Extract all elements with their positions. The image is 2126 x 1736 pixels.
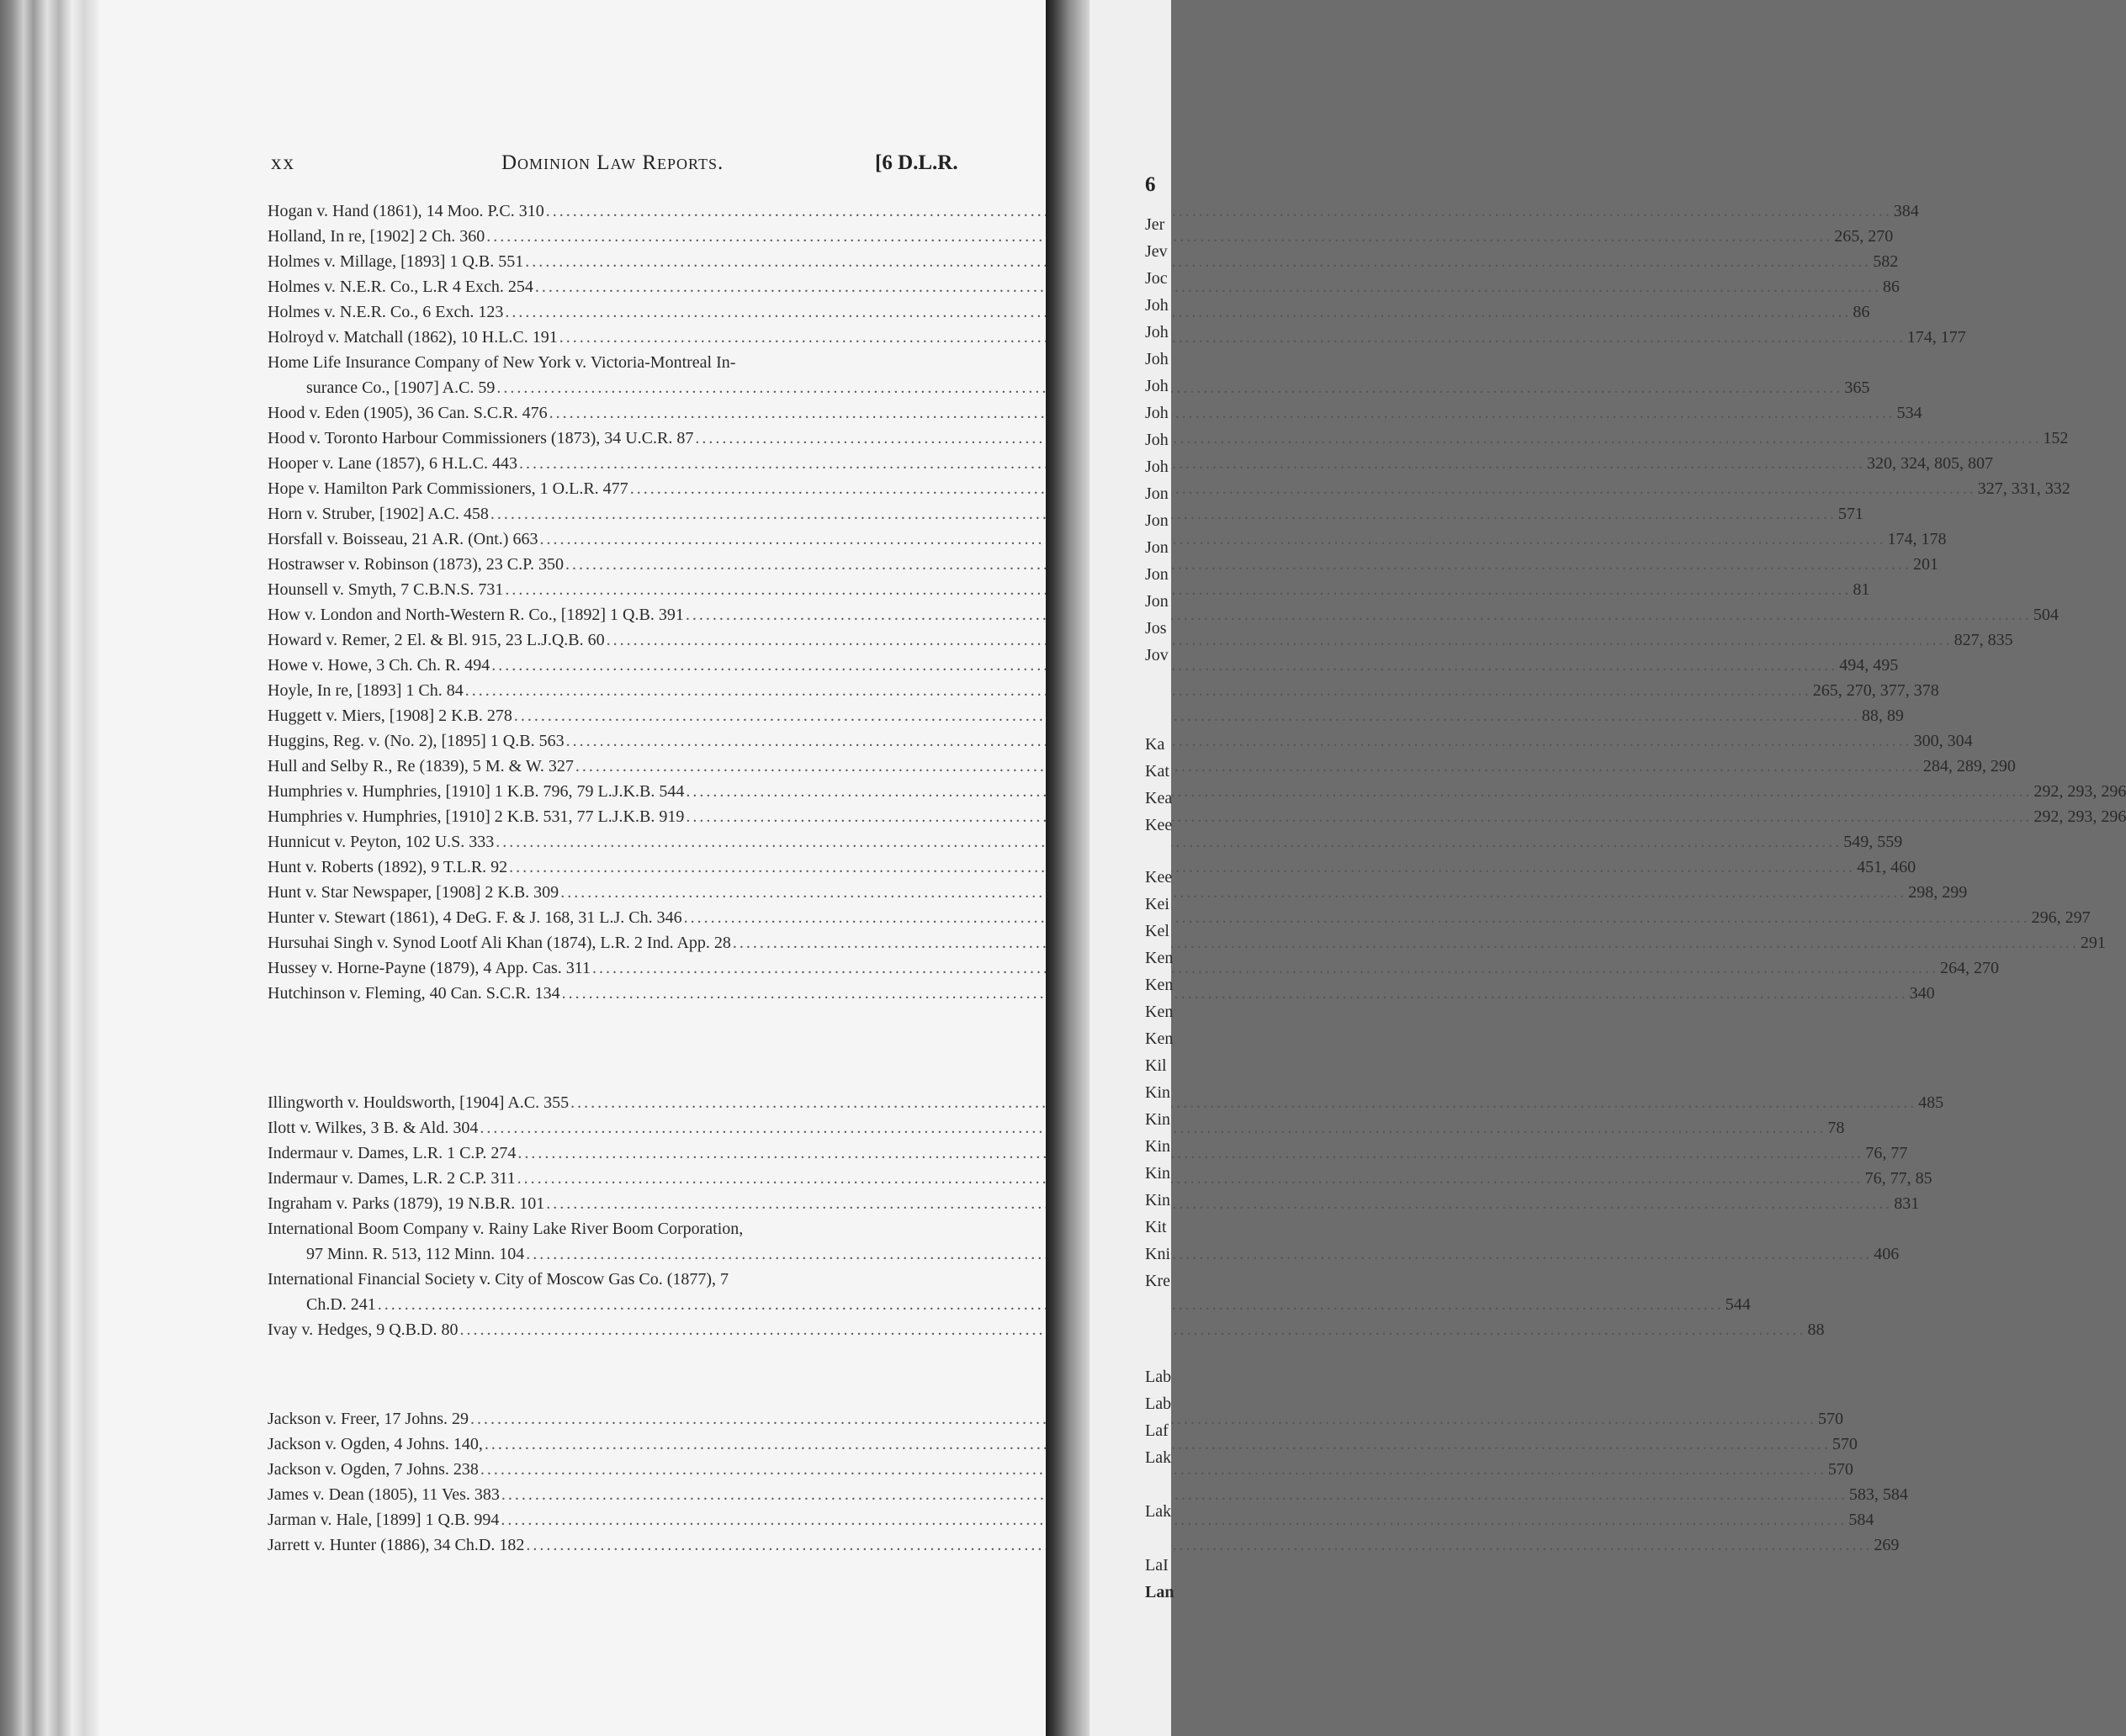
entry-text: Indermaur v. Dames, L.R. 2 C.P. 311 [268, 1169, 516, 1188]
entry-text: Home Life Insurance Company of New York v. Victoria-Montreal In- [268, 353, 736, 372]
page-refs: 269 [1874, 1536, 1900, 1554]
page-refs: 544 [1725, 1295, 1751, 1314]
dot-leader [630, 476, 1976, 501]
page-refs: 485 [1918, 1093, 1944, 1112]
cut-off-entry: Jon [1145, 538, 1169, 557]
cut-off-entry: Joh [1145, 350, 1169, 368]
right-page [1090, 0, 1174, 1736]
cut-off-entry: Joh [1145, 404, 1169, 422]
cut-off-entry: Jon [1145, 484, 1169, 503]
page-refs: 174, 177 [1906, 328, 1966, 347]
dot-leader [501, 1507, 1847, 1532]
entry-text: Huggins, Reg. v. (No. 2), [1895] 1 Q.B. 563 [268, 732, 565, 750]
dot-leader [607, 627, 1953, 653]
cut-off-entry: Kin [1145, 1137, 1170, 1156]
entry-text: Holland, In re, [1902] 2 Ch. 360 [268, 227, 485, 246]
entry-continuation: Ch.D. 241 [306, 1295, 376, 1314]
page-refs: 76, 77, 85 [1864, 1169, 1932, 1188]
entry-text: Hooper v. Lane (1857), 6 H.L.C. 443 [268, 454, 517, 473]
cut-off-entry: Joh [1145, 458, 1169, 476]
dot-leader [546, 198, 1892, 224]
entry-text: Holmes v. N.E.R. Co., 6 Exch. 123 [268, 303, 504, 321]
page-refs: 86 [1882, 278, 1900, 296]
book-spine-edge [0, 0, 99, 1736]
entry-text: Humphries v. Humphries, [1910] 1 K.B. 796, 79 L.J.K.B. 544 [268, 782, 685, 801]
page-refs: 320, 324, 805, 807 [1866, 454, 1993, 473]
index-entry [268, 703, 1904, 728]
dot-leader [566, 728, 1912, 754]
dot-leader [733, 930, 2079, 955]
page-refs: 264, 270 [1940, 959, 2000, 977]
cut-off-entry: Joh [1145, 323, 1169, 341]
entry-text: Hope v. Hamilton Park Commissioners, 1 O.L.R. 477 [268, 479, 628, 498]
dot-leader [535, 274, 1881, 299]
cut-off-entry: Kei [1145, 895, 1169, 913]
cut-off-entry: Ken [1145, 1029, 1174, 1048]
running-title: Dominion Law Reports. [501, 151, 724, 174]
page-refs: 284, 289, 290 [1922, 757, 2016, 775]
dot-leader [686, 779, 2032, 804]
page-refs: 340 [1909, 984, 1935, 1003]
page-refs: 406 [1874, 1245, 1900, 1263]
entry-text: Hussey v. Horne-Payne (1879), 4 App. Cas. 311 [268, 959, 591, 977]
entry-text: Hunter v. Stewart (1861), 4 DeG. F. & J. 168, 31 L.J. Ch. 346 [268, 908, 682, 927]
entry-text: Ingraham v. Parks (1879), 19 N.B.R. 101 [268, 1194, 545, 1213]
page-refs: 292, 293, 296 [2033, 782, 2126, 801]
page-refs: 298, 299 [1908, 883, 1968, 902]
page-refs: 174, 178 [1887, 530, 1947, 548]
dot-leader [526, 1532, 1872, 1558]
dot-leader [575, 754, 1922, 779]
page-refs: 831 [1894, 1194, 1920, 1213]
cut-off-entry: Kin [1145, 1191, 1170, 1209]
cut-off-entry: Kee [1145, 868, 1173, 887]
cut-off-entry: Lab [1145, 1368, 1172, 1386]
page-refs: 570 [1832, 1435, 1858, 1453]
index-entry [268, 198, 1919, 224]
page-refs: 584 [1848, 1511, 1874, 1529]
cut-off-entry: Laf [1145, 1421, 1169, 1440]
entry-continuation: 97 Minn. R. 513, 112 Minn. 104 [306, 1245, 525, 1263]
entry-text: Holmes v. N.E.R. Co., L.R 4 Exch. 254 [268, 278, 533, 296]
cut-off-entry: Lan [1145, 1583, 1174, 1601]
page-refs: 81 [1853, 580, 1870, 599]
cut-off-entry: Lab [1145, 1395, 1172, 1413]
entry-text: Illingworth v. Houldsworth, [1904] A.C. 355 [268, 1093, 570, 1112]
cut-off-entry: Jon [1145, 565, 1169, 584]
cut-off-entry: Kel [1145, 922, 1169, 940]
page-refs: 827, 835 [1954, 631, 2013, 649]
cut-off-entry: Joc [1145, 269, 1168, 288]
dot-leader [686, 602, 2032, 627]
page-refs: 583, 584 [1848, 1485, 1908, 1504]
entry-text: Jackson v. Ogden, 4 Johns. 140, [268, 1435, 483, 1453]
entry-text: Howard v. Remer, 2 El. & Bl. 915, 23 L.J.Q.B. 60 [268, 631, 605, 649]
entry-text: Jackson v. Freer, 17 Johns. 29 [268, 1410, 469, 1428]
page-refs: 76, 77 [1865, 1144, 1908, 1162]
dot-leader [525, 249, 1871, 274]
page-refs: 265, 270, 377, 378 [1812, 681, 1939, 700]
entry-text: Hostrawser v. Robinson (1873), 23 C.P. 350 [268, 555, 565, 574]
page-refs: 504 [2033, 606, 2059, 624]
cut-off-entry: Lak [1145, 1448, 1172, 1467]
cut-off-entry: Jev [1145, 242, 1168, 261]
cut-off-entry: Ken [1145, 1003, 1174, 1021]
dot-leader [505, 577, 1851, 602]
cut-off-entry: LaI [1145, 1556, 1169, 1575]
page-refs: 86 [1853, 303, 1870, 321]
dot-leader [559, 325, 1906, 350]
entry-text: Hoyle, In re, [1893] 1 Ch. 84 [268, 681, 464, 700]
cut-off-entry: Kre [1145, 1272, 1170, 1290]
dot-leader [509, 855, 1855, 880]
page-refs: 384 [1893, 202, 1919, 220]
dot-leader [539, 527, 1885, 552]
entry-text: Hood v. Toronto Harbour Commissioners (1873), 34 U.C.R. 87 [268, 429, 694, 447]
entry-text: Jarman v. Hale, [1899] 1 Q.B. 994 [268, 1511, 500, 1529]
dot-leader [505, 299, 1851, 325]
page-refs: 494, 495 [1839, 656, 1899, 675]
cut-off-entry: Jon [1145, 592, 1169, 611]
index-entry [268, 1482, 1908, 1507]
entry-text: International Boom Company v. Rainy Lake River Boom Corporation, [268, 1220, 744, 1238]
page-refs: 296, 297 [2031, 908, 2091, 927]
page-refs: 327, 331, 332 [1977, 479, 2070, 498]
page-refs: 571 [1837, 505, 1864, 523]
dot-leader [517, 1141, 1864, 1166]
cut-off-entry: Joh [1145, 377, 1169, 395]
entry-text: International Financial Society v. City of Moscow Gas Co. (1877), 7 [268, 1270, 729, 1289]
entry-text: Hunnicut v. Peyton, 102 U.S. 333 [268, 833, 495, 851]
entry-text: Hood v. Eden (1905), 36 Can. S.C.R. 476 [268, 404, 548, 422]
entry-text: Howe v. Howe, 3 Ch. Ch. R. 494 [268, 656, 490, 675]
page-refs: 300, 304 [1913, 732, 1973, 750]
page-refs: 570 [1827, 1460, 1853, 1479]
page-refs: 265, 270 [1834, 227, 1894, 246]
page-number: xx [271, 151, 295, 174]
dot-leader [519, 451, 1865, 476]
cut-off-entry: Kee [1145, 816, 1173, 834]
cut-off-entry: Ken [1145, 949, 1174, 967]
entry-text: Hunt v. Roberts (1892), 9 T.L.R. 92 [268, 858, 508, 876]
index-entry [268, 1317, 1825, 1342]
page-refs: 534 [1896, 404, 1922, 422]
index-entry [268, 678, 1939, 703]
entry-text: Ivay v. Hedges, 9 Q.B.D. 80 [268, 1321, 459, 1339]
dot-leader [517, 1166, 1864, 1191]
entry-text: Humphries v. Humphries, [1910] 2 K.B. 531, 77 L.J.K.B. 919 [268, 807, 685, 826]
entry-continuation: surance Co., [1907] A.C. 59 [306, 378, 496, 397]
entry-text: Hutchinson v. Fleming, 40 Can. S.C.R. 134 [268, 984, 560, 1003]
index-entry [268, 829, 1903, 855]
cut-off-entry: Lak [1145, 1502, 1172, 1521]
page-refs: 88, 89 [1861, 707, 1904, 725]
cut-off-entry: Ka [1145, 735, 1165, 754]
index-entry [268, 1532, 1900, 1558]
index-entry [268, 905, 2091, 930]
dot-leader [565, 552, 1911, 577]
index-entry [268, 602, 2059, 627]
page-refs: 152 [2043, 429, 2069, 447]
cut-off-entry: Kat [1145, 762, 1169, 781]
cut-off-entry: Kil [1145, 1056, 1167, 1075]
volume-reference: [6 D.L.R. [875, 151, 958, 174]
entry-text: Jarrett v. Hunter (1886), 34 Ch.D. 182 [268, 1536, 525, 1554]
page-refs: 365 [1844, 378, 1870, 397]
cut-off-entry: Kea [1145, 789, 1173, 807]
dot-leader [592, 955, 1938, 981]
cut-off-entry: Kin [1145, 1164, 1170, 1183]
entry-text: Holmes v. Millage, [1893] 1 Q.B. 551 [268, 252, 524, 271]
cut-off-entry: Joh [1145, 431, 1169, 449]
dot-leader [686, 804, 2032, 829]
dot-leader [501, 1482, 1848, 1507]
dot-leader [562, 981, 1908, 1006]
index-entry [268, 1432, 1858, 1457]
entry-text: Hogan v. Hand (1861), 14 Moo. P.C. 310 [268, 202, 544, 220]
cut-off-entry: Ken [1145, 976, 1174, 994]
dot-leader [560, 880, 1906, 905]
entry-text: Indermaur v. Dames, L.R. 1 C.P. 274 [268, 1144, 517, 1162]
page-refs: 292, 293, 296 [2033, 807, 2126, 826]
page-refs: 88 [1807, 1321, 1825, 1339]
dot-leader [546, 1191, 1892, 1216]
cut-off-entry: Jer [1145, 215, 1165, 234]
page-refs: 451, 460 [1857, 858, 1917, 876]
entry-text: Horn v. Struber, [1902] A.C. 458 [268, 505, 489, 523]
cut-off-entry: Jon [1145, 511, 1169, 530]
page-refs: 78 [1827, 1119, 1845, 1137]
entry-text: Horsfall v. Boisseau, 21 A.R. (Ont.) 663 [268, 530, 538, 548]
dot-leader [684, 905, 2030, 930]
entry-text: Hursuhai Singh v. Synod Lootf Ali Khan (1874), L.R. 2 Ind. App. 28 [268, 934, 731, 952]
cut-off-entry: Joh [1145, 296, 1169, 315]
entry-text: Hull and Selby R., Re (1839), 5 M. & W. 327 [268, 757, 574, 775]
page-refs: 582 [1873, 252, 1899, 271]
dot-leader [695, 426, 2041, 451]
page-gutter-shadow [1046, 0, 1090, 1736]
dot-leader [526, 1241, 1872, 1267]
page-refs: 570 [1817, 1410, 1843, 1428]
entry-text: Hunt v. Star Newspaper, [1908] 2 K.B. 309 [268, 883, 559, 902]
cut-off-entry: Kin [1145, 1083, 1170, 1102]
entry-text: How v. London and North-Western R. Co., [1892] 1 Q.B. 391 [268, 606, 684, 624]
entry-text: Holroyd v. Matchall (1862), 10 H.L.C. 191 [268, 328, 558, 347]
entry-text: Huggett v. Miers, [1908] 2 K.B. 278 [268, 707, 512, 725]
entry-text: James v. Dean (1805), 11 Ves. 383 [268, 1485, 500, 1504]
cut-off-entry: Jos [1145, 619, 1167, 638]
cut-off-entry: Kin [1145, 1110, 1170, 1129]
dot-leader [570, 1090, 1917, 1115]
cut-off-entry: Kit [1145, 1218, 1167, 1236]
cut-off-entry: Kni [1145, 1245, 1170, 1263]
cut-off-entry: Jov [1145, 646, 1169, 664]
page-refs: 291 [2080, 934, 2106, 952]
entry-text: Ilott v. Wilkes, 3 B. & Ald. 304 [268, 1119, 479, 1137]
dot-leader [549, 400, 1895, 426]
page-refs: 549, 559 [1843, 833, 1903, 851]
right-page-header: 6 [1145, 173, 1156, 196]
dot-leader [514, 703, 1860, 728]
entry-text: Jackson v. Ogden, 7 Johns. 238 [268, 1460, 479, 1479]
entry-text: Hounsell v. Smyth, 7 C.B.N.S. 731 [268, 580, 504, 599]
page-refs: 201 [1913, 555, 1939, 574]
